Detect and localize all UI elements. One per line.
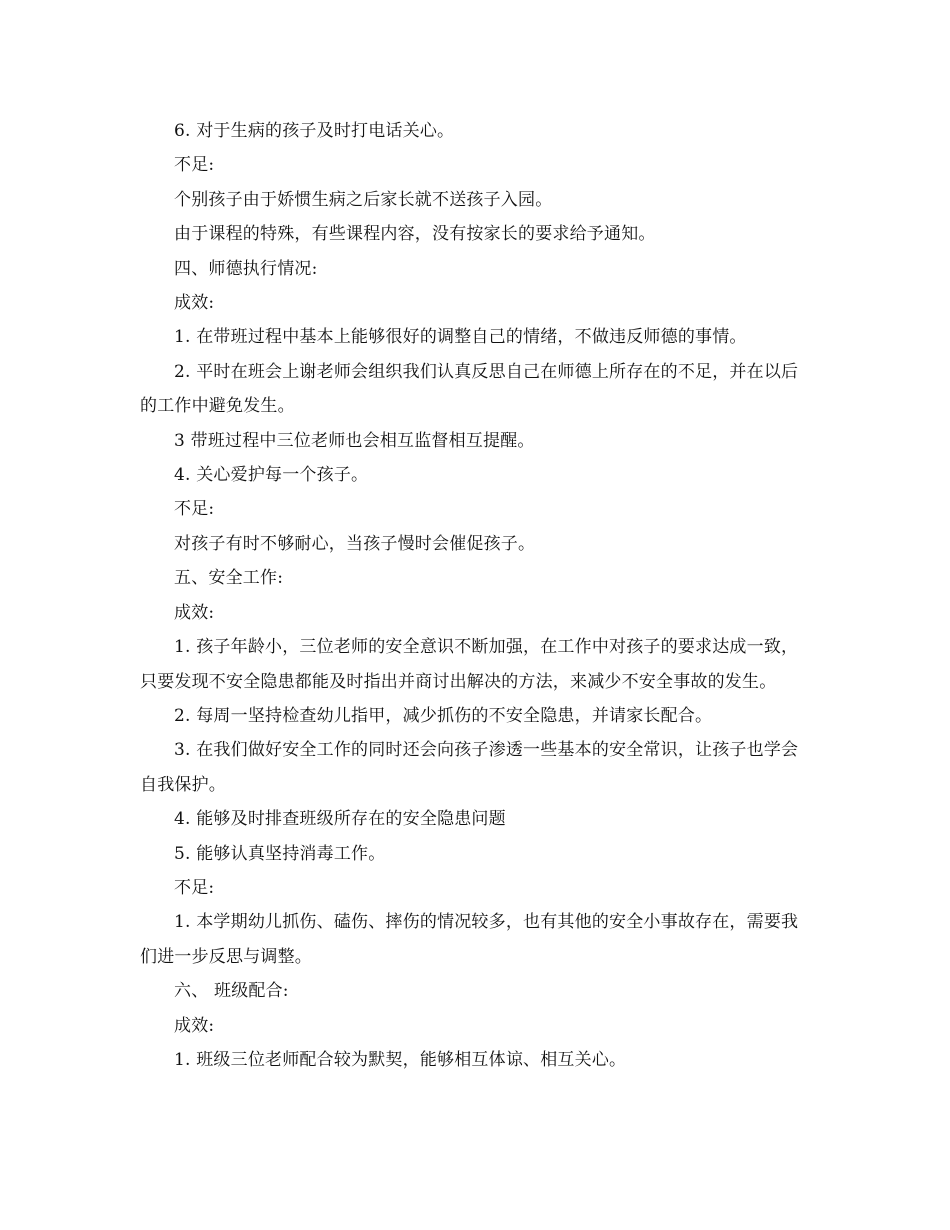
achievements-heading: 成效: — [174, 293, 215, 314]
achievements-heading: 成效: — [174, 1015, 215, 1036]
paragraph-course-notification: 由于课程的特殊，有些课程内容，没有按家长的要求给予通知。 — [174, 224, 656, 245]
shortcomings-heading: 不足: — [174, 877, 215, 898]
shortcomings-heading: 不足: — [174, 499, 215, 520]
paragraph-ethics-item-1: 1. 在带班过程中基本上能够很好的调整自己的情绪，不做违反师德的事情。 — [174, 327, 747, 348]
paragraph-patience-shortcoming: 对孩子有时不够耐心，当孩子慢时会催促孩子。 — [174, 533, 536, 554]
paragraph-safety-item-2: 2. 每周一坚持检查幼儿指甲，减少抓伤的不安全隐患，并请家长配合。 — [174, 705, 713, 726]
paragraph-parents-keep-children-home: 个别孩子由于娇惯生病之后家长就不送孩子入园。 — [174, 189, 553, 210]
section-heading-class-cooperation: 六、 班级配合: — [174, 981, 289, 1002]
section-heading-teacher-ethics: 四、师德执行情况: — [174, 258, 318, 279]
achievements-heading: 成效: — [174, 602, 215, 623]
paragraph-safety-item-3: 3. 在我们做好安全工作的同时还会向孩子渗透一些基本的安全常识，让孩子也学会自我保护。 — [140, 740, 799, 795]
shortcomings-heading: 不足: — [174, 155, 215, 176]
document-body — [140, 114, 812, 1077]
paragraph-item-6-phone-sick-children: 6. 对于生病的孩子及时打电话关心。 — [174, 121, 455, 141]
paragraph-safety-item-4: 4. 能够及时排查班级所存在的安全隐患问题 — [174, 809, 506, 830]
section-heading-safety-work: 五、安全工作: — [174, 568, 284, 589]
paragraph-ethics-item-4: 4. 关心爱护每一个孩子。 — [174, 465, 369, 486]
paragraph-cooperation-item-1: 1. 班级三位老师配合较为默契，能够相互体谅、相互关心。 — [174, 1049, 627, 1070]
paragraph-safety-shortcoming-1: 1. 本学期幼儿抓伤、磕伤、摔伤的情况较多，也有其他的安全小事故存在，需要我们进一步反思与调整。 — [140, 912, 799, 967]
paragraph-ethics-item-3: 3 带班过程中三位老师也会相互监督相互提醒。 — [174, 430, 535, 451]
paragraph-safety-item-1: 1. 孩子年龄小，三位老师的安全意识不断加强，在工作中对孩子的要求达成一致，只要发现不安全隐患都能及时指出并商讨出解决的方法，来减少不安全事故的发生。 — [140, 637, 799, 692]
paragraph-safety-item-5: 5. 能够认真坚持消毒工作。 — [174, 843, 386, 864]
paragraph-ethics-item-2: 2. 平时在班会上谢老师会组织我们认真反思自己在师德上所存在的不足，并在以后的工作中避免发生。 — [140, 361, 799, 417]
